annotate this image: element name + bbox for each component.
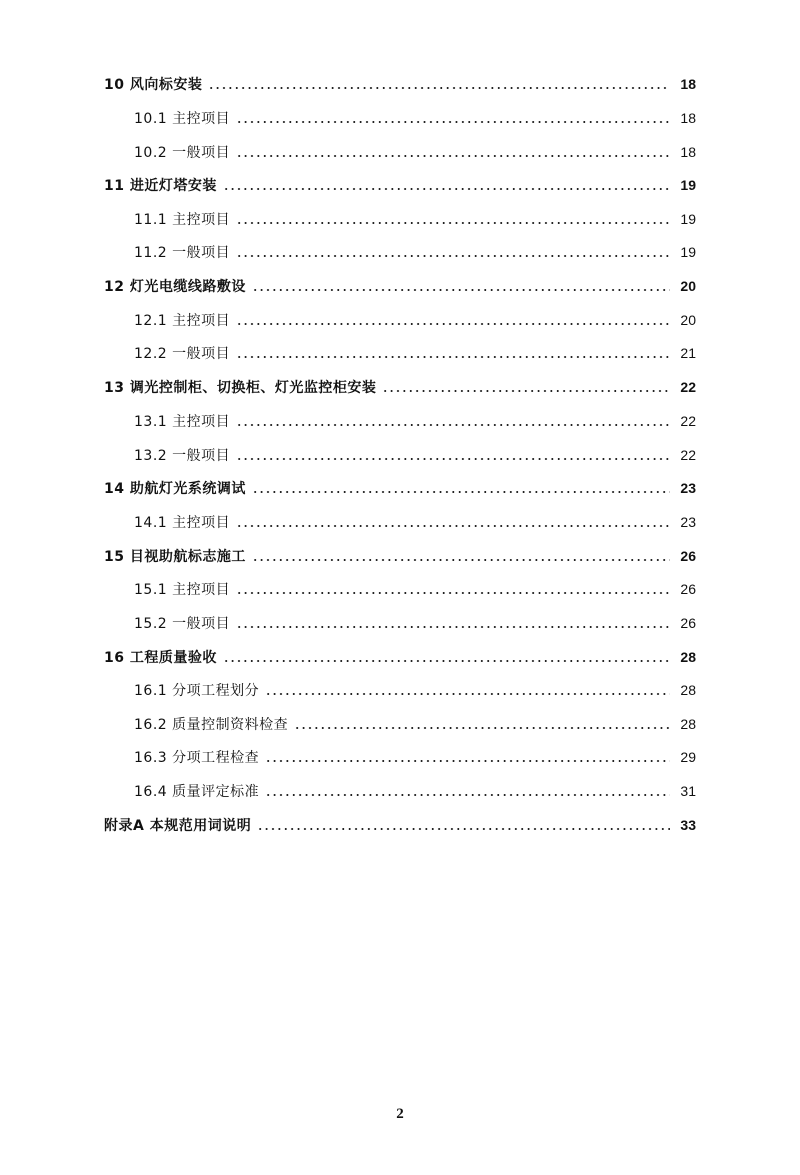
dot-leader: [265, 794, 670, 796]
dot-leader: [236, 155, 670, 157]
toc-entry-page: 29: [680, 749, 696, 765]
dot-leader: [294, 727, 670, 729]
toc-entry[interactable]: [0, 240, 800, 264]
toc-entry-page: 19: [680, 211, 696, 227]
dot-leader: [265, 760, 670, 762]
toc-entry[interactable]: [0, 308, 800, 332]
toc-entry-title: 16.1 分项工程划分: [134, 683, 260, 699]
toc-entry-page: 21: [680, 345, 696, 361]
toc-entry-title: 13.2 一般项目: [134, 448, 231, 464]
toc-entry[interactable]: [0, 341, 800, 365]
toc-entry-title: 附录A 本规范用词说明: [104, 818, 252, 834]
toc-entry[interactable]: [0, 72, 800, 96]
toc-entry-title: 10.2 一般项目: [134, 145, 231, 161]
toc-entry-page: 22: [680, 379, 696, 395]
toc-entry-title: 12.1 主控项目: [134, 313, 231, 329]
toc-entry-title: 16.3 分项工程检查: [134, 750, 260, 766]
toc-entry-page: 18: [680, 144, 696, 160]
dot-leader: [252, 559, 670, 561]
toc-entry-title: 11 进近灯塔安装: [104, 178, 217, 194]
dot-leader: [265, 693, 670, 695]
toc-entry-page: 33: [680, 817, 696, 833]
toc-entry[interactable]: [0, 140, 800, 164]
toc-entry-title: 15.2 一般项目: [134, 616, 231, 632]
toc-entry[interactable]: [0, 443, 800, 467]
dot-leader: [236, 323, 670, 325]
toc-entry[interactable]: [0, 173, 800, 197]
toc-entry-title: 12 灯光电缆线路敷设: [104, 279, 246, 295]
toc-entry[interactable]: [0, 476, 800, 500]
toc-entry-title: 16 工程质量验收: [104, 650, 217, 666]
dot-leader: [257, 828, 670, 830]
toc-entry[interactable]: [0, 779, 800, 803]
toc-entry-title: 11.2 一般项目: [134, 245, 231, 261]
dot-leader: [382, 390, 670, 392]
toc-entry[interactable]: [0, 375, 800, 399]
toc-entry-title: 13 调光控制柜、切换柜、灯光监控柜安装: [104, 380, 377, 396]
toc-entry-title: 16.2 质量控制资料检查: [134, 717, 289, 733]
toc-entry-page: 26: [680, 581, 696, 597]
toc-entry-title: 10.1 主控项目: [134, 111, 231, 127]
dot-leader: [236, 626, 670, 628]
toc-entry-title: 14.1 主控项目: [134, 515, 231, 531]
toc-entry[interactable]: [0, 274, 800, 298]
toc-entry-title: 10 风向标安装: [104, 77, 203, 93]
dot-leader: [236, 424, 670, 426]
page-number: 2: [396, 1106, 404, 1122]
toc-entry-title: 11.1 主控项目: [134, 212, 231, 228]
dot-leader: [236, 525, 670, 527]
toc-entry-page: 31: [680, 783, 696, 799]
dot-leader: [236, 458, 670, 460]
toc-entry-page: 23: [680, 514, 696, 530]
toc-entry[interactable]: [0, 409, 800, 433]
toc-entry-page: 26: [680, 615, 696, 631]
toc-entry[interactable]: [0, 712, 800, 736]
toc-entry[interactable]: [0, 577, 800, 601]
toc-entry-page: 28: [680, 682, 696, 698]
toc-entry-title: 15.1 主控项目: [134, 582, 231, 598]
toc-entry-page: 28: [680, 716, 696, 732]
toc-entry[interactable]: [0, 510, 800, 534]
toc-entry[interactable]: [0, 645, 800, 669]
toc-entry-page: 20: [680, 278, 696, 294]
toc-entry-page: 23: [680, 480, 696, 496]
dot-leader: [236, 222, 670, 224]
dot-leader: [223, 660, 670, 662]
dot-leader: [208, 87, 670, 89]
toc-entry-title: 13.1 主控项目: [134, 414, 231, 430]
toc-entry-page: 26: [680, 548, 696, 564]
dot-leader: [252, 289, 670, 291]
toc-entry-page: 22: [680, 413, 696, 429]
dot-leader: [252, 491, 670, 493]
toc-entry-page: 18: [680, 76, 696, 92]
toc-entry-title: 12.2 一般项目: [134, 346, 231, 362]
toc-entry[interactable]: [0, 813, 800, 837]
toc-entry-page: 19: [680, 244, 696, 260]
toc-entry-title: 14 助航灯光系统调试: [104, 481, 246, 497]
dot-leader: [236, 255, 670, 257]
toc-entry[interactable]: [0, 544, 800, 568]
toc-entry-page: 19: [680, 177, 696, 193]
toc-entry-page: 22: [680, 447, 696, 463]
toc-entry[interactable]: [0, 745, 800, 769]
toc-entry-page: 28: [680, 649, 696, 665]
dot-leader: [236, 356, 670, 358]
toc-entry[interactable]: [0, 611, 800, 635]
toc-entry-page: 20: [680, 312, 696, 328]
toc-entry[interactable]: [0, 678, 800, 702]
dot-leader: [236, 592, 670, 594]
toc-entry[interactable]: [0, 106, 800, 130]
dot-leader: [223, 188, 670, 190]
toc-entry-title: 15 目视助航标志施工: [104, 549, 246, 565]
toc-entry-page: 18: [680, 110, 696, 126]
toc-entry-title: 16.4 质量评定标准: [134, 784, 260, 800]
toc-entry[interactable]: [0, 207, 800, 231]
dot-leader: [236, 121, 670, 123]
